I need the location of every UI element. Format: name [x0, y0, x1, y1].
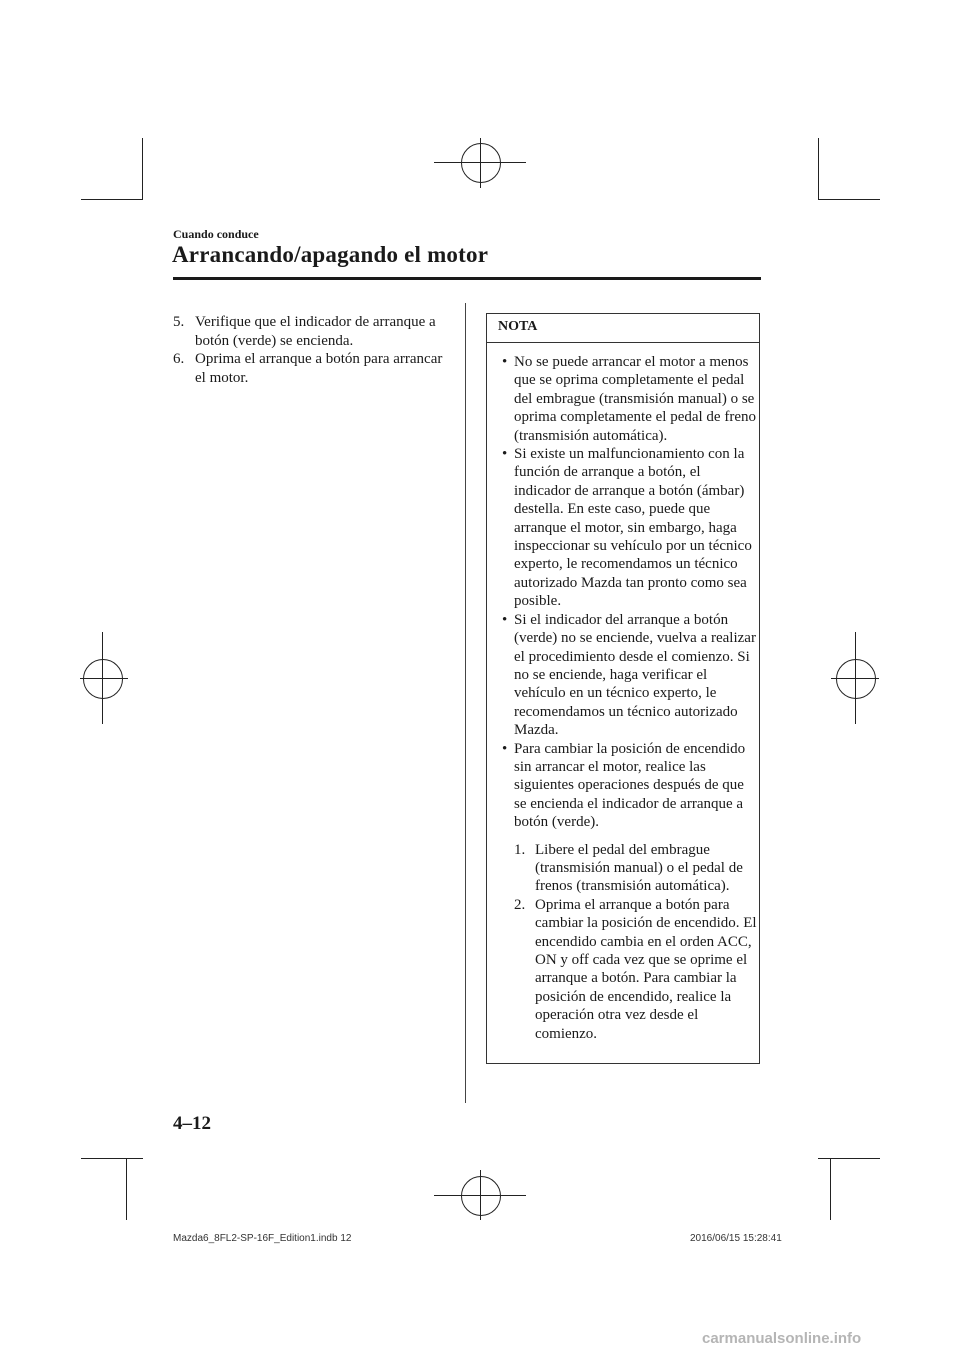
note-title: NOTA [498, 319, 538, 334]
footer-timestamp: 2016/06/15 15:28:41 [690, 1233, 782, 1244]
list-item [514, 896, 757, 1043]
title-rule [173, 277, 761, 280]
note-box [486, 313, 760, 1064]
note-bullet-text: Si existe un malfuncionamiento con la función de arranque a botón, el indicador de arranque a botón (ámbar) destella. En este caso, puede que arranque el motor, sin embargo, haga inspeccionar su vehículo por un técnico experto, le recomendamos un técnico autorizado Mazda tan pronto como sea posible. [514, 446, 752, 610]
note-bullet-text: No se puede arrancar el motor a menos que se oprima completamente el pedal del embrague (transmisión manual) o se oprima completamente el pedal de freno (transmisión automática). [514, 354, 756, 444]
note-bullet [501, 353, 757, 445]
note-bullet-text: Si el indicador del arranque a botón (verde) no se enciende, vuelva a realizar el procedimiento desde el comienzo. Si no se enciende, haga verificar el vehículo en un técnico experto, le recomendamos un técnico autorizado Mazda. [514, 611, 756, 739]
column-divider [465, 303, 466, 1103]
substep-number: 2. [514, 896, 526, 913]
page-number: 4–12 [173, 1113, 211, 1134]
note-substeps [501, 841, 757, 1043]
substep-text: Libere el pedal del embrague (transmisión manual) o el pedal de frenos (transmisión automática). [535, 841, 743, 895]
procedure-steps [173, 313, 445, 387]
note-header [487, 314, 759, 343]
list-item [173, 350, 445, 387]
substep-text: Oprima el arranque a botón para cambiar la posición de encendido. El encendido cambia en el orden ACC, ON y off cada vez que se oprime el arranque a botón. Para cambiar la posición de encendido, realice la operación otra vez desde el comienzo. [535, 896, 757, 1042]
note-bullet [501, 611, 757, 740]
page-title: Arrancando/apagando el motor [172, 242, 489, 267]
step-number: 6. [173, 351, 185, 367]
list-item [514, 841, 757, 896]
footer-file-info: Mazda6_8FL2-SP-16F_Edition1.indb 12 [173, 1233, 352, 1244]
substep-number: 1. [514, 841, 526, 858]
list-item [173, 313, 445, 350]
step-text: Verifique que el indicador de arranque a botón (verde) se encienda. [195, 314, 436, 349]
watermark: carmanualsonline.info [702, 1330, 862, 1347]
note-bullet [501, 445, 757, 611]
step-text: Oprima el arranque a botón para arrancar el motor. [195, 351, 443, 386]
note-bullet-text: Para cambiar la posición de encendido sin arrancar el motor, realice las siguientes operaciones después de que se encienda el indicador de arranque a botón (verde). [514, 740, 746, 831]
bullet-glyph: • [502, 611, 508, 628]
bullet-glyph: • [502, 446, 508, 463]
step-number: 5. [173, 314, 185, 330]
note-body [501, 353, 757, 1043]
note-bullet [501, 740, 757, 832]
bullet-glyph: • [502, 740, 508, 757]
section-label: Cuando conduce [173, 227, 259, 241]
bullet-glyph: • [502, 354, 508, 370]
